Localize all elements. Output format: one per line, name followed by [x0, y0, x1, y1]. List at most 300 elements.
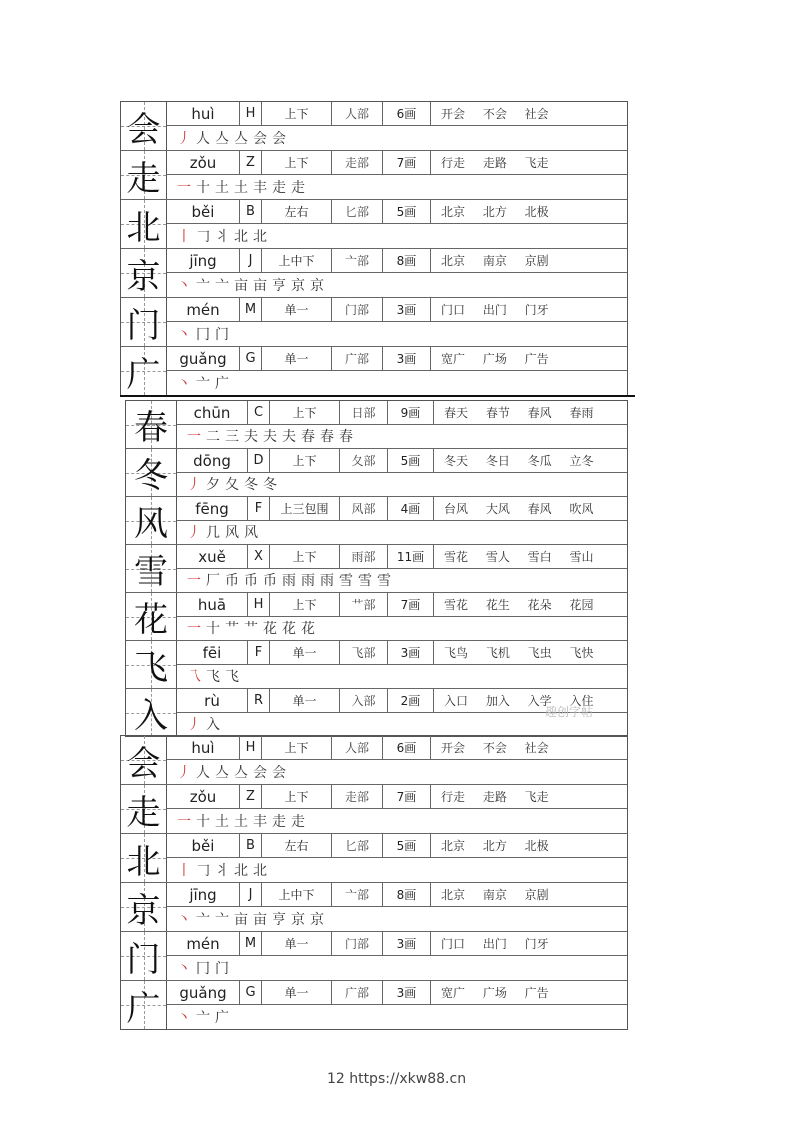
character-grid-cell	[126, 449, 177, 496]
character-grid-cell	[121, 883, 167, 931]
stroke-step: 丬	[215, 862, 234, 879]
strokes-cell: 7画	[383, 785, 431, 808]
structure-cell: 左右	[262, 834, 332, 857]
character-grid-cell	[121, 347, 167, 395]
stroke-step: 雨	[282, 573, 301, 589]
main-character: 广	[126, 354, 161, 395]
radical-cell: 人部	[332, 102, 383, 125]
stroke-step: 丿	[177, 130, 196, 147]
stroke-step: 走	[272, 179, 291, 196]
stroke-step: 一	[187, 429, 206, 445]
stroke-step: 冬	[244, 477, 263, 493]
stroke-step: 春	[301, 429, 320, 445]
letter-cell: B	[240, 834, 262, 857]
stroke-order-row	[167, 322, 627, 345]
character-details	[167, 883, 627, 931]
strokes-cell: 8画	[383, 249, 431, 272]
structure-cell: 单一	[270, 641, 340, 664]
character-details	[167, 102, 627, 150]
character-grid-cell	[121, 298, 167, 346]
structure-cell: 单一	[262, 298, 332, 321]
radical-cell: 走部	[332, 785, 383, 808]
stroke-step: 花	[263, 621, 282, 637]
strokes-cell: 7画	[388, 593, 434, 616]
words-cell: 行走 走路 飞走	[441, 790, 549, 804]
letter-cell: H	[240, 102, 262, 125]
stroke-step: 币	[244, 573, 263, 589]
stroke-step: 丰	[253, 179, 272, 196]
stroke-step: 会	[272, 130, 291, 147]
pinyin-cell: mén	[167, 298, 240, 321]
pinyin-cell: dōng	[177, 449, 248, 472]
stroke-step: 亨	[272, 911, 291, 928]
main-character: 走	[126, 158, 161, 199]
stroke-order-row	[167, 760, 627, 783]
character-entry	[126, 641, 627, 689]
info-row	[167, 298, 627, 322]
stroke-step: 土	[215, 179, 234, 196]
main-character: 入	[134, 696, 168, 736]
main-character: 春	[134, 408, 168, 448]
watermark: 趣创字帖	[545, 705, 594, 719]
stroke-step: 入	[206, 717, 225, 733]
words-cell: 北京 南京 京剧	[441, 254, 549, 268]
stroke-step: 走	[291, 813, 310, 830]
character-grid-cell	[126, 641, 177, 688]
stroke-step: 风	[225, 525, 244, 541]
radical-cell: 人部	[332, 736, 383, 759]
stroke-step: 丨	[177, 228, 196, 245]
stroke-step: 十	[196, 813, 215, 830]
strokes-cell: 9画	[388, 401, 434, 424]
stroke-step: 冂	[196, 326, 215, 343]
pinyin-cell: huā	[177, 593, 248, 616]
stroke-step: 丶	[177, 326, 196, 343]
character-details	[167, 932, 627, 980]
stroke-order-row	[177, 665, 627, 687]
radical-cell: 风部	[340, 497, 388, 520]
stroke-step: 厂	[206, 573, 225, 589]
words-cell: 宽广 广场 广告	[441, 986, 549, 1000]
stroke-step: 亠	[196, 277, 215, 294]
character-grid-cell	[126, 593, 177, 640]
character-entry	[126, 449, 627, 497]
character-entry	[126, 545, 627, 593]
words-cell: 宽广 广场 广告	[441, 352, 549, 366]
character-grid-cell	[126, 689, 177, 736]
stroke-step: 夫	[263, 429, 282, 445]
pinyin-cell: rù	[177, 689, 248, 712]
structure-cell: 上下	[270, 449, 340, 472]
main-character: 门	[126, 939, 161, 980]
character-details	[167, 785, 627, 833]
stroke-step: 风	[244, 525, 263, 541]
words-cell: 雪花 雪人 雪白 雪山	[444, 550, 594, 564]
stroke-step: 会	[272, 764, 291, 781]
stroke-step: 人	[196, 130, 215, 147]
stroke-step: 一	[187, 573, 206, 589]
stroke-order-row	[177, 617, 627, 639]
words-cell: 门口 出门 门牙	[441, 303, 549, 317]
info-row	[167, 932, 627, 956]
info-row	[167, 883, 627, 907]
words-cell: 开会 不会 社会	[441, 741, 549, 755]
pinyin-cell: běi	[167, 834, 240, 857]
stroke-step: 京	[291, 277, 310, 294]
structure-cell: 上下	[262, 785, 332, 808]
stroke-order-row	[167, 809, 627, 832]
strokes-cell: 5画	[383, 834, 431, 857]
letter-cell: J	[240, 883, 262, 906]
character-grid-cell	[121, 981, 167, 1029]
structure-cell: 单一	[270, 689, 340, 712]
stroke-step: 丿	[187, 717, 206, 733]
info-row	[167, 200, 627, 224]
info-row	[177, 545, 627, 569]
stroke-step: 花	[301, 621, 320, 637]
page-footer: 12 https://xkw88.cn	[326, 1071, 467, 1087]
pinyin-cell: zǒu	[167, 785, 240, 808]
stroke-step: 花	[282, 621, 301, 637]
stroke-step: 几	[206, 525, 225, 541]
stroke-step: 亠	[215, 911, 234, 928]
info-row	[167, 102, 627, 126]
stroke-step: 艹	[244, 621, 263, 637]
main-character: 风	[134, 504, 168, 544]
strokes-cell: 2画	[388, 689, 434, 712]
stroke-step: 飞	[206, 669, 225, 685]
stroke-step: 币	[225, 573, 244, 589]
stroke-step: 京	[291, 911, 310, 928]
stroke-step: 丶	[177, 277, 196, 294]
words-cell: 台风 大风 春风 吹风	[444, 502, 594, 516]
letter-cell: J	[240, 249, 262, 272]
character-entry	[121, 981, 627, 1029]
pinyin-cell: xuě	[177, 545, 248, 568]
stroke-step: 亩	[234, 277, 253, 294]
main-character: 京	[126, 890, 161, 931]
character-grid-cell	[121, 200, 167, 248]
stroke-order-row	[167, 956, 627, 979]
character-details	[167, 347, 627, 395]
strokes-cell: 3画	[383, 932, 431, 955]
pinyin-cell: zǒu	[167, 151, 240, 174]
stroke-step: 人	[196, 764, 215, 781]
structure-cell: 上下	[270, 545, 340, 568]
words-cell: 行走 走路 飞走	[441, 156, 549, 170]
stroke-step: 亠	[196, 911, 215, 928]
character-details	[177, 449, 627, 496]
strokes-cell: 3画	[383, 298, 431, 321]
character-grid-cell	[121, 834, 167, 882]
pinyin-cell: guǎng	[167, 347, 240, 370]
stroke-step: 北	[234, 228, 253, 245]
letter-cell: M	[240, 932, 262, 955]
character-entry	[126, 401, 627, 449]
info-row	[167, 151, 627, 175]
character-grid-cell	[121, 932, 167, 980]
strokes-cell: 7画	[383, 151, 431, 174]
character-entry	[121, 932, 627, 981]
strokes-cell: 4画	[388, 497, 434, 520]
info-row	[167, 834, 627, 858]
stroke-step: 走	[272, 813, 291, 830]
stroke-step: 丶	[177, 375, 196, 392]
info-row	[167, 981, 627, 1005]
stroke-step: 丿	[187, 477, 206, 493]
character-entry	[121, 298, 627, 347]
stroke-step: 夫	[282, 429, 301, 445]
stroke-step: 冬	[263, 477, 282, 493]
stroke-step: 丶	[177, 1009, 196, 1026]
radical-cell: 匕部	[332, 200, 383, 223]
stroke-step: 亠	[215, 277, 234, 294]
stroke-step: 𠃌	[196, 228, 215, 245]
stroke-step: 会	[253, 130, 272, 147]
info-row	[177, 497, 627, 521]
stroke-step: 币	[263, 573, 282, 589]
character-details	[167, 834, 627, 882]
character-entry	[121, 249, 627, 298]
main-character: 会	[126, 743, 161, 784]
stroke-order-row	[177, 425, 627, 447]
stroke-order-row	[167, 858, 627, 881]
stroke-step: 丰	[253, 813, 272, 830]
structure-cell: 上中下	[262, 883, 332, 906]
pinyin-cell: fēng	[177, 497, 248, 520]
stroke-order-row	[167, 1005, 627, 1028]
character-grid-cell	[121, 102, 167, 150]
words-cell: 北京 南京 京剧	[441, 888, 549, 902]
words-cell: 开会 不会 社会	[441, 107, 549, 121]
stroke-order-row	[167, 175, 627, 198]
stroke-step: 丿	[187, 525, 206, 541]
stroke-step: 春	[320, 429, 339, 445]
letter-cell: M	[240, 298, 262, 321]
radical-cell: 广部	[332, 347, 383, 370]
character-entry	[126, 593, 627, 641]
strokes-cell: 8画	[383, 883, 431, 906]
letter-cell: R	[248, 689, 270, 712]
character-entry	[121, 200, 627, 249]
pinyin-cell: fēi	[177, 641, 248, 664]
stroke-order-row	[167, 126, 627, 149]
strokes-cell: 3画	[388, 641, 434, 664]
character-entry	[121, 347, 627, 395]
letter-cell: G	[240, 981, 262, 1004]
main-character: 花	[134, 600, 168, 640]
structure-cell: 单一	[262, 981, 332, 1004]
character-details	[167, 200, 627, 248]
letter-cell: F	[248, 641, 270, 664]
info-row	[167, 785, 627, 809]
radical-cell: 广部	[332, 981, 383, 1004]
character-grid-cell	[126, 401, 177, 448]
words-cell: 门口 出门 门牙	[441, 937, 549, 951]
strokes-cell: 3画	[383, 347, 431, 370]
letter-cell: B	[240, 200, 262, 223]
structure-cell: 上中下	[262, 249, 332, 272]
character-details	[167, 151, 627, 199]
letter-cell: D	[248, 449, 270, 472]
character-details	[177, 401, 627, 448]
structure-cell: 单一	[262, 932, 332, 955]
pinyin-cell: jīng	[167, 249, 240, 272]
words-cell: 春天 春节 春风 春雨	[444, 406, 594, 420]
character-grid-cell	[121, 736, 167, 784]
character-details	[177, 497, 627, 544]
pinyin-cell: huì	[167, 102, 240, 125]
stroke-step: 北	[234, 862, 253, 879]
structure-cell: 上三包围	[270, 497, 340, 520]
radical-cell: 门部	[332, 298, 383, 321]
structure-cell: 上下	[270, 593, 340, 616]
letter-cell: F	[248, 497, 270, 520]
pinyin-cell: guǎng	[167, 981, 240, 1004]
stroke-step: 夫	[244, 429, 263, 445]
character-entry	[121, 736, 627, 785]
stroke-step: 丶	[177, 960, 196, 977]
strokes-cell: 3画	[383, 981, 431, 1004]
words-cell: 北京 北方 北极	[441, 205, 549, 219]
stroke-step: 雨	[301, 573, 320, 589]
character-table-1	[120, 101, 628, 396]
stroke-order-row	[167, 273, 627, 296]
info-row	[167, 249, 627, 273]
stroke-step: 冂	[196, 960, 215, 977]
character-grid-cell	[121, 249, 167, 297]
pinyin-cell: jīng	[167, 883, 240, 906]
pinyin-cell: mén	[167, 932, 240, 955]
structure-cell: 左右	[262, 200, 332, 223]
words-cell: 入口 加入 入学 入住	[444, 694, 594, 708]
stroke-step: 乁	[187, 669, 206, 685]
stroke-step: 亨	[272, 277, 291, 294]
stroke-step: 土	[234, 813, 253, 830]
stroke-step: 走	[291, 179, 310, 196]
stroke-step: 京	[310, 277, 329, 294]
info-row	[177, 449, 627, 473]
words-cell: 飞鸟 飞机 飞虫 飞快	[444, 646, 594, 660]
stroke-step: 亩	[234, 911, 253, 928]
stroke-step: 十	[196, 179, 215, 196]
main-character: 门	[126, 305, 161, 346]
main-character: 广	[126, 988, 161, 1029]
main-character: 走	[126, 792, 161, 833]
stroke-step: 丬	[215, 228, 234, 245]
radical-cell: 匕部	[332, 834, 383, 857]
character-details	[167, 736, 627, 784]
character-details	[177, 593, 627, 640]
stroke-step: 京	[310, 911, 329, 928]
strokes-cell: 5画	[388, 449, 434, 472]
stroke-step: 雪	[339, 573, 358, 589]
letter-cell: C	[248, 401, 270, 424]
strokes-cell: 6画	[383, 102, 431, 125]
stroke-step: 三	[225, 429, 244, 445]
words-cell: 雪花 花生 花朵 花园	[444, 598, 594, 612]
stroke-step: 丶	[177, 911, 196, 928]
character-entry	[121, 834, 627, 883]
radical-cell: 走部	[332, 151, 383, 174]
main-character: 京	[126, 256, 161, 297]
stroke-step: 北	[253, 228, 272, 245]
structure-cell: 上下	[262, 151, 332, 174]
stroke-step: 夂	[225, 477, 244, 493]
character-table-3	[120, 735, 628, 1030]
stroke-step: 亩	[253, 911, 272, 928]
info-row	[177, 401, 627, 425]
stroke-step: 土	[234, 179, 253, 196]
stroke-step: 亼	[234, 764, 253, 781]
stroke-step: 土	[215, 813, 234, 830]
stroke-step: 亠	[196, 375, 215, 392]
radical-cell: 日部	[340, 401, 388, 424]
structure-cell: 上下	[262, 736, 332, 759]
pinyin-cell: huì	[167, 736, 240, 759]
radical-cell: 飞部	[340, 641, 388, 664]
character-entry	[126, 497, 627, 545]
info-row	[167, 347, 627, 371]
radical-cell: 入部	[340, 689, 388, 712]
radical-cell: 夂部	[340, 449, 388, 472]
stroke-step: 一	[177, 813, 196, 830]
stroke-step: 亼	[234, 130, 253, 147]
stroke-step: 二	[206, 429, 225, 445]
character-details	[177, 545, 627, 592]
character-entry	[121, 785, 627, 834]
main-character: 会	[126, 109, 161, 150]
stroke-step: 亩	[253, 277, 272, 294]
stroke-order-row	[167, 224, 627, 247]
letter-cell: Z	[240, 785, 262, 808]
letter-cell: H	[240, 736, 262, 759]
letter-cell: G	[240, 347, 262, 370]
main-character: 北	[126, 207, 161, 248]
stroke-step: 雨	[320, 573, 339, 589]
stroke-step: 亼	[215, 130, 234, 147]
radical-cell: 亠部	[332, 883, 383, 906]
stroke-step: 门	[215, 960, 234, 977]
main-character: 飞	[134, 648, 168, 688]
stroke-step: 一	[177, 179, 196, 196]
stroke-order-row	[177, 521, 627, 543]
radical-cell: 雨部	[340, 545, 388, 568]
pinyin-cell: chūn	[177, 401, 248, 424]
character-details	[167, 249, 627, 297]
radical-cell: 亠部	[332, 249, 383, 272]
stroke-step: 飞	[225, 669, 244, 685]
stroke-order-row	[177, 569, 627, 591]
words-cell: 冬天 冬日 冬瓜 立冬	[444, 454, 594, 468]
main-character: 北	[126, 841, 161, 882]
character-details	[167, 981, 627, 1029]
main-character: 雪	[134, 552, 168, 592]
letter-cell: Z	[240, 151, 262, 174]
stroke-step: 亼	[215, 764, 234, 781]
words-cell: 北京 北方 北极	[441, 839, 549, 853]
info-row	[167, 736, 627, 760]
stroke-order-row	[167, 907, 627, 930]
stroke-step: 会	[253, 764, 272, 781]
radical-cell: 艹部	[340, 593, 388, 616]
stroke-step: 一	[187, 621, 206, 637]
stroke-step: 春	[339, 429, 358, 445]
structure-cell: 上下	[270, 401, 340, 424]
character-entry	[121, 151, 627, 200]
character-grid-cell	[121, 785, 167, 833]
letter-cell: H	[248, 593, 270, 616]
